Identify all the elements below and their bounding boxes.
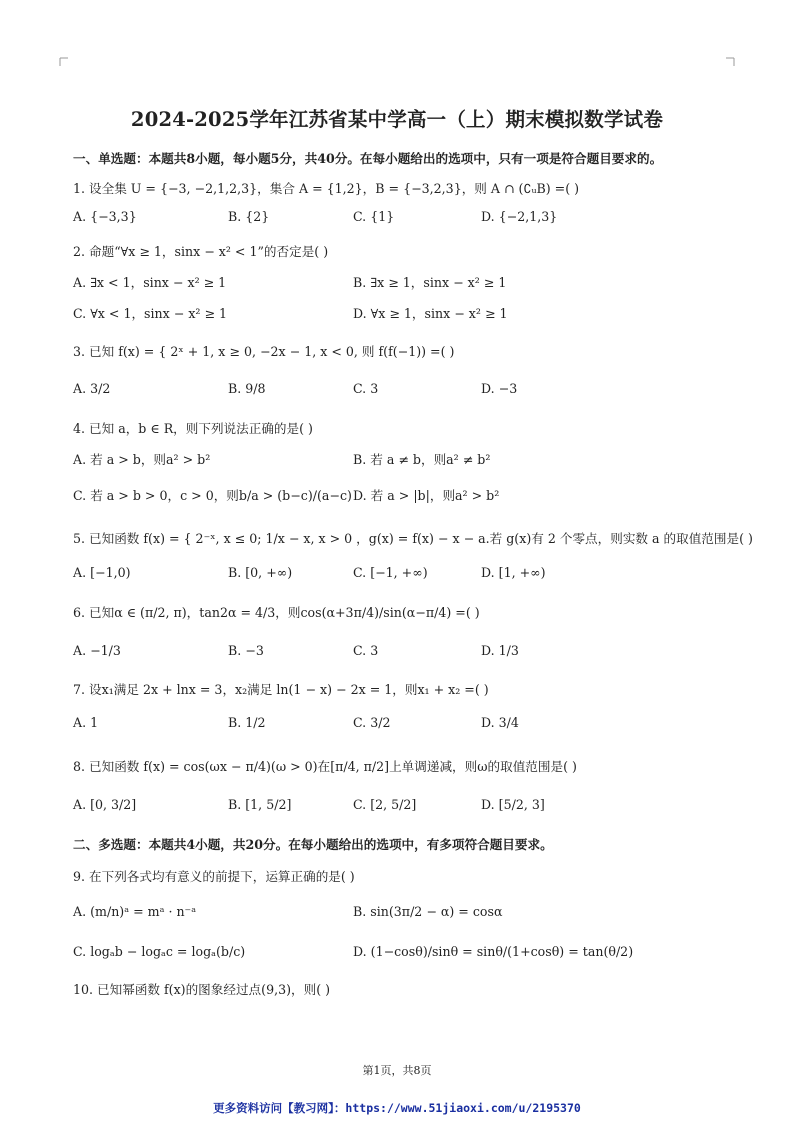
- page-number: 第1页，共8页: [362, 1064, 432, 1077]
- q8-option-b: B. [1, 5/2]: [228, 797, 292, 812]
- q3-option-a: A. 3/2: [73, 381, 111, 396]
- q7-option-d: D. 3/4: [481, 715, 519, 730]
- q7-option-c: C. 3/2: [353, 715, 391, 730]
- q2-option-d: D. ∀x ≥ 1，sinx − x² ≥ 1: [353, 306, 508, 321]
- question-4-stem: 4. 已知 a，b ∈ R，则下列说法正确的是( ): [73, 421, 313, 436]
- q1-option-a: A. {−3,3}: [73, 209, 137, 224]
- q6-option-d: D. 1/3: [481, 643, 519, 658]
- q3-option-c: C. 3: [353, 381, 379, 396]
- q8-option-d: D. [5/2, 3]: [481, 797, 545, 812]
- q5-option-b: B. [0, +∞): [228, 565, 293, 580]
- section-multiple-choice: 二、多选题：本题共4小题，共20分。在每小题给出的选项中，有多项符合题目要求。: [73, 837, 553, 852]
- q8-option-a: A. [0, 3/2]: [73, 797, 137, 812]
- q9-option-b: B. sin(3π/2 − α) = cosα: [353, 904, 503, 919]
- q1-option-c: C. {1}: [353, 209, 395, 224]
- section-single-choice: 一、单选题：本题共8小题，每小题5分，共40分。在每小题给出的选项中，只有一项是符合题目要求的。: [73, 151, 663, 166]
- q5-option-a: A. [−1,0): [73, 565, 131, 580]
- q9-option-a: A. (m/n)ᵃ = mᵃ · n⁻ᵃ: [73, 904, 197, 919]
- question-7-stem: 7. 设x₁满足 2x + lnx = 3，x₂满足 ln(1 − x) − 2x = 1，则x₁ + x₂ =( ): [73, 682, 489, 697]
- q6-option-a: A. −1/3: [73, 643, 121, 658]
- question-1-stem: 1. 设全集 U = {−3, −2,1,2,3}，集合 A = {1,2}，B = {−3,2,3}，则 A ∩ (∁ᵤB) =( ): [73, 181, 580, 196]
- question-10-stem: 10. 已知幂函数 f(x)的图象经过点(9,3)，则( ): [73, 982, 331, 997]
- q6-option-b: B. −3: [228, 643, 264, 658]
- question-6-stem: 6. 已知α ∈ (π/2, π)，tan2α = 4/3，则cos(α+3π/4)/sin(α−π/4) =( ): [73, 605, 480, 620]
- exam-title: 2024-2025学年江苏省某中学高一（上）期末模拟数学试卷: [130, 108, 664, 131]
- q2-option-b: B. ∃x ≥ 1，sinx − x² ≥ 1: [353, 275, 507, 290]
- q3-option-d: D. −3: [481, 381, 518, 396]
- q7-option-a: A. 1: [73, 715, 99, 730]
- question-5-stem: 5. 已知函数 f(x) = { 2⁻ˣ, x ≤ 0; 1/x − x, x > 0 ，g(x) = f(x) − x − a.若 g(x)有 2 个零点，则实数 a 的取值范围是( ): [73, 531, 753, 546]
- q4-option-d: D. 若 a > |b|，则a² > b²: [353, 488, 500, 503]
- q1-option-d: D. {−2,1,3}: [481, 209, 558, 224]
- question-9-stem: 9. 在下列各式均有意义的前提下，运算正确的是( ): [73, 869, 355, 884]
- question-3-stem: 3. 已知 f(x) = { 2ˣ + 1, x ≥ 0, −2x − 1, x < 0, 则 f(f(−1)) =( ): [73, 344, 455, 359]
- q2-option-c: C. ∀x < 1，sinx − x² ≥ 1: [73, 306, 228, 321]
- q3-option-b: B. 9/8: [228, 381, 266, 396]
- q4-option-b: B. 若 a ≠ b，则a² ≠ b²: [353, 452, 491, 467]
- q2-option-a: A. ∃x < 1，sinx − x² ≥ 1: [73, 275, 227, 290]
- q6-option-c: C. 3: [353, 643, 379, 658]
- q5-option-d: D. [1, +∞): [481, 565, 546, 580]
- question-2-stem: 2. 命题“∀x ≥ 1，sinx − x² < 1”的否定是( ): [73, 244, 329, 259]
- q4-option-a: A. 若 a > b，则a² > b²: [73, 452, 211, 467]
- question-8-stem: 8. 已知函数 f(x) = cos(ωx − π/4)(ω > 0)在[π/4, π/2]上单调递减，则ω的取值范围是( ): [73, 759, 577, 774]
- q1-option-b: B. {2}: [228, 209, 270, 224]
- q7-option-b: B. 1/2: [228, 715, 266, 730]
- q4-option-c: C. 若 a > b > 0，c > 0，则b/a > (b−c)/(a−c): [73, 488, 352, 503]
- source-banner-link[interactable]: 更多资料访问【教习网】：https://www.51jiaoxi.com/u/2195370: [213, 1101, 581, 1115]
- q8-option-c: C. [2, 5/2]: [353, 797, 417, 812]
- q9-option-c: C. logₐb − logₐc = logₐ(b/c): [73, 944, 246, 959]
- q9-option-d: D. (1−cosθ)/sinθ = sinθ/(1+cosθ) = tan(θ/2): [353, 944, 634, 959]
- q5-option-c: C. [−1, +∞): [353, 565, 428, 580]
